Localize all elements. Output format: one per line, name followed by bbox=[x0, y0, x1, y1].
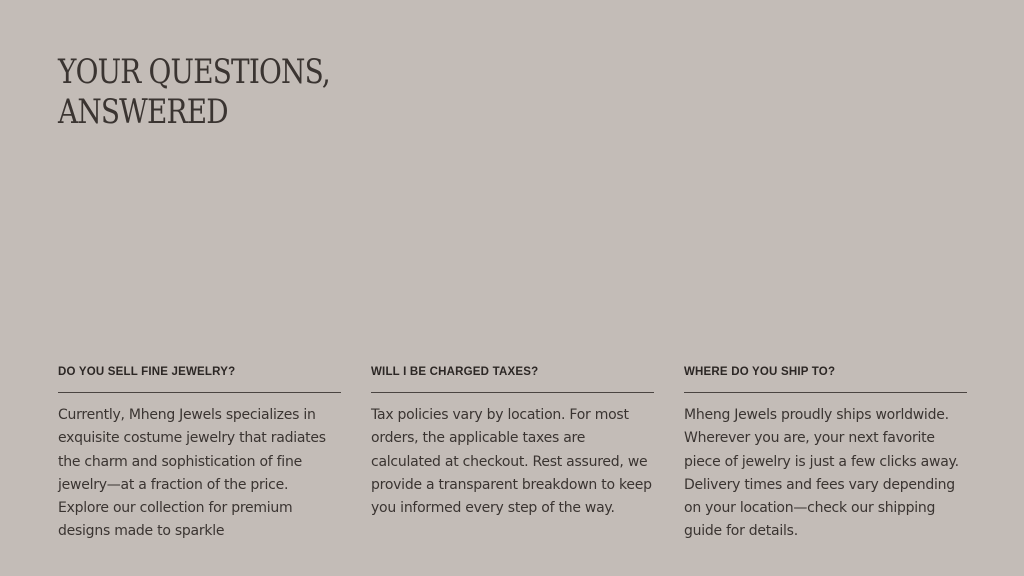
faq-answer: Tax policies vary by location. For most orders, the applicable taxes are calculated at checkout. Rest assured, we provide a transparent breakdown to keep you informed every step of the way. bbox=[371, 407, 652, 517]
page-title bbox=[58, 52, 330, 132]
faq-item-taxes bbox=[371, 364, 654, 520]
faq-question: DO YOU SELL FINE JEWELRY? bbox=[58, 366, 236, 378]
faq-question: WILL I BE CHARGED TAXES? bbox=[371, 366, 539, 378]
faq-divider bbox=[58, 392, 341, 393]
faq-item-shipping bbox=[684, 364, 967, 544]
faq-item-fine-jewelry bbox=[58, 364, 341, 544]
page-title-line-1: YOUR QUESTIONS, bbox=[58, 52, 330, 92]
page-title-line-2: ANSWERED bbox=[58, 92, 228, 132]
faq-question: WHERE DO YOU SHIP TO? bbox=[684, 366, 836, 378]
faq-divider bbox=[684, 392, 967, 393]
faq-answer: Currently, Mheng Jewels specializes in exquisite costume jewelry that radiates the charm and sophistication of fine jewelry—at a fraction of the price. Explore our collection for premium designs made to sparkle bbox=[58, 407, 326, 540]
faq-divider bbox=[371, 392, 654, 393]
faq-answer: Mheng Jewels proudly ships worldwide. Wherever you are, your next favorite piece of jewelry is just a few clicks away. Delivery times and fees vary depending on your location—check our shipping guide for details. bbox=[684, 407, 959, 540]
